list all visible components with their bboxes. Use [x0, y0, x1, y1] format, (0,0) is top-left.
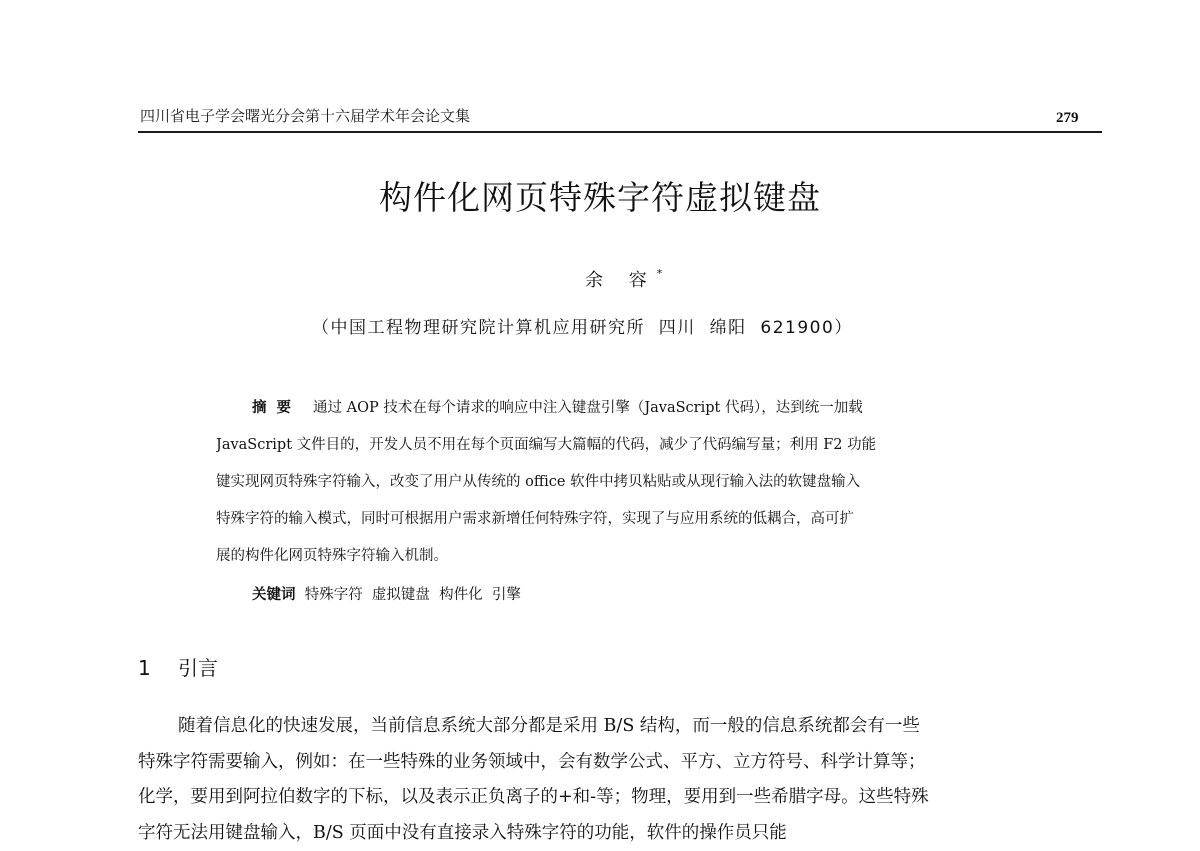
page-number: 279	[1056, 110, 1079, 127]
section-number: 1	[138, 656, 178, 680]
section-title: 引言	[178, 656, 218, 680]
keywords-terms: 特殊字符 虚拟键盘 构件化 引擎	[305, 587, 521, 603]
body-line: 特殊字符需要输入，例如：在一些特殊的业务领域中，会有数学公式、平方、立方符号、科学计算等；	[138, 745, 1100, 781]
running-head: 四川省电子学会曙光分会第十六届学术年会论文集	[140, 105, 470, 126]
section-body	[138, 709, 1100, 851]
body-line: 化学，要用到阿拉伯数字的下标，以及表示正负离子的+和-等；物理，要用到一些希腊字母。这些特殊	[138, 780, 1100, 816]
header-rule	[138, 131, 1102, 133]
abstract-line: 展的构件化网页特殊字符输入机制。	[216, 538, 1034, 575]
abstract-label: 摘要	[216, 390, 313, 427]
body-line: 字符无法用键盘输入，B/S 页面中没有直接录入特殊字符的功能，软件的操作员只能	[138, 816, 1100, 851]
keywords-label: 关键词	[252, 587, 296, 603]
abstract-line: 键实现网页特殊字符输入，改变了用户从传统的 office 软件中拷贝粘贴或从现行输入法的软键盘输入	[216, 464, 1034, 501]
abstract-line: JavaScript 文件目的，开发人员不用在每个页面编写大篇幅的代码，减少了代码编写量；利用 F2 功能	[216, 427, 1034, 464]
author-name: 余 容	[585, 270, 657, 291]
abstract-line: 特殊字符的输入模式，同时可根据用户需求新增任何特殊字符，实现了与应用系统的低耦合，高可扩	[216, 501, 1034, 538]
affiliation: （中国工程物理研究院计算机应用研究所 四川 绵阳 621900）	[312, 313, 853, 338]
author-footnote-mark: *	[657, 267, 663, 280]
keywords	[252, 583, 521, 604]
section-heading	[138, 652, 218, 681]
abstract-line: 通过 AOP 技术在每个请求的响应中注入键盘引擎（JavaScript 代码），达到统一加载	[313, 400, 863, 416]
body-line: 随着信息化的快速发展，当前信息系统大部分都是采用 B/S 结构，而一般的信息系统都会有一些	[138, 709, 1100, 745]
paper-title: 构件化网页特殊字符虚拟键盘	[0, 172, 1200, 219]
author	[585, 266, 662, 292]
abstract	[216, 390, 1034, 575]
